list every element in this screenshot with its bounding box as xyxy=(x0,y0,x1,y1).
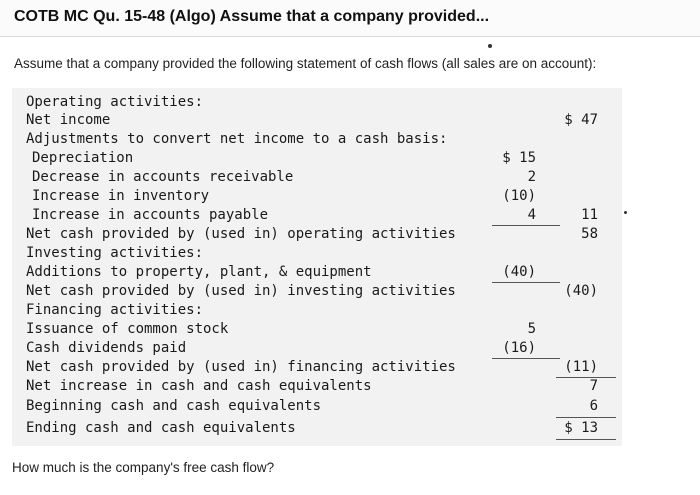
increase-ap-row xyxy=(12,206,622,225)
net-increase-label: Net increase in cash and cash equivalents xyxy=(26,378,372,394)
decrease-ar-row xyxy=(12,168,622,187)
investing-heading-row xyxy=(12,244,622,263)
beginning-label: Beginning cash and cash equivalents xyxy=(26,398,322,414)
issuance-value: 5 xyxy=(527,321,536,337)
net-investing-label: Net cash provided by (used in) investing activities xyxy=(26,283,456,299)
question-header xyxy=(0,0,700,37)
question-prompt: How much is the company's free cash flow? xyxy=(12,460,275,475)
net-investing-row xyxy=(12,282,622,301)
beginning-row xyxy=(12,397,622,416)
adjustments-row xyxy=(12,130,622,149)
increase-ap-label: Increase in accounts payable xyxy=(32,207,269,223)
net-financing-label: Net cash provided by (used in) financing activities xyxy=(26,359,456,375)
increase-inventory-value: (10) xyxy=(502,188,536,204)
issuance-label: Issuance of common stock xyxy=(26,321,229,337)
cursor-dot-icon xyxy=(488,44,492,48)
ending-label: Ending cash and cash equivalents xyxy=(26,420,296,436)
net-operating-label: Net cash provided by (used in) operating activities xyxy=(26,226,456,242)
question-intro: Assume that a company provided the following statement of cash flows (all sales are on account): xyxy=(14,56,597,71)
depreciation-label: Depreciation xyxy=(32,150,134,166)
net-financing-value: (11) xyxy=(564,359,598,375)
dividends-value: (16) xyxy=(502,340,536,356)
increase-inventory-label: Increase in inventory xyxy=(32,188,210,204)
financing-heading-row xyxy=(12,301,622,320)
increase-inventory-row xyxy=(12,187,622,206)
depreciation-row xyxy=(12,149,622,168)
ending-value: $ 13 xyxy=(564,420,598,436)
operating-heading-row xyxy=(12,93,622,112)
additions-row xyxy=(12,263,622,282)
net-income-row xyxy=(12,111,622,130)
investing-heading: Investing activities: xyxy=(26,245,204,261)
scroll-marker-icon xyxy=(624,211,627,214)
financing-heading: Financing activities: xyxy=(26,302,204,318)
dividends-label: Cash dividends paid xyxy=(26,340,187,356)
net-income-value: $ 47 xyxy=(564,112,598,128)
additions-label: Additions to property, plant, & equipment xyxy=(26,264,372,280)
adjustments-label: Adjustments to convert net income to a cash basis: xyxy=(26,131,448,147)
ending-row xyxy=(12,419,622,438)
net-operating-value: 58 xyxy=(581,226,598,242)
ending-rule xyxy=(556,417,616,418)
net-income-label: Net income xyxy=(26,112,111,128)
cash-flow-statement xyxy=(12,88,622,446)
issuance-row xyxy=(12,320,622,339)
operating-heading: Operating activities: xyxy=(26,94,204,110)
depreciation-value: $ 15 xyxy=(502,150,536,166)
net-operating-row xyxy=(12,225,622,244)
decrease-ar-label: Decrease in accounts receivable xyxy=(32,169,294,185)
additions-value: (40) xyxy=(502,264,536,280)
net-increase-value: 7 xyxy=(589,378,598,394)
decrease-ar-value: 2 xyxy=(527,169,536,185)
net-increase-row xyxy=(12,377,622,396)
beginning-value: 6 xyxy=(589,398,598,414)
dividends-row xyxy=(12,339,622,358)
increase-ap-value: 4 xyxy=(527,207,536,223)
net-financing-row xyxy=(12,358,622,377)
question-title: COTB MC Qu. 15-48 (Algo) Assume that a company provided... xyxy=(14,8,490,25)
adjustments-total-value: 11 xyxy=(581,207,598,223)
net-investing-value: (40) xyxy=(564,283,598,299)
ending-double-rule xyxy=(556,439,616,440)
